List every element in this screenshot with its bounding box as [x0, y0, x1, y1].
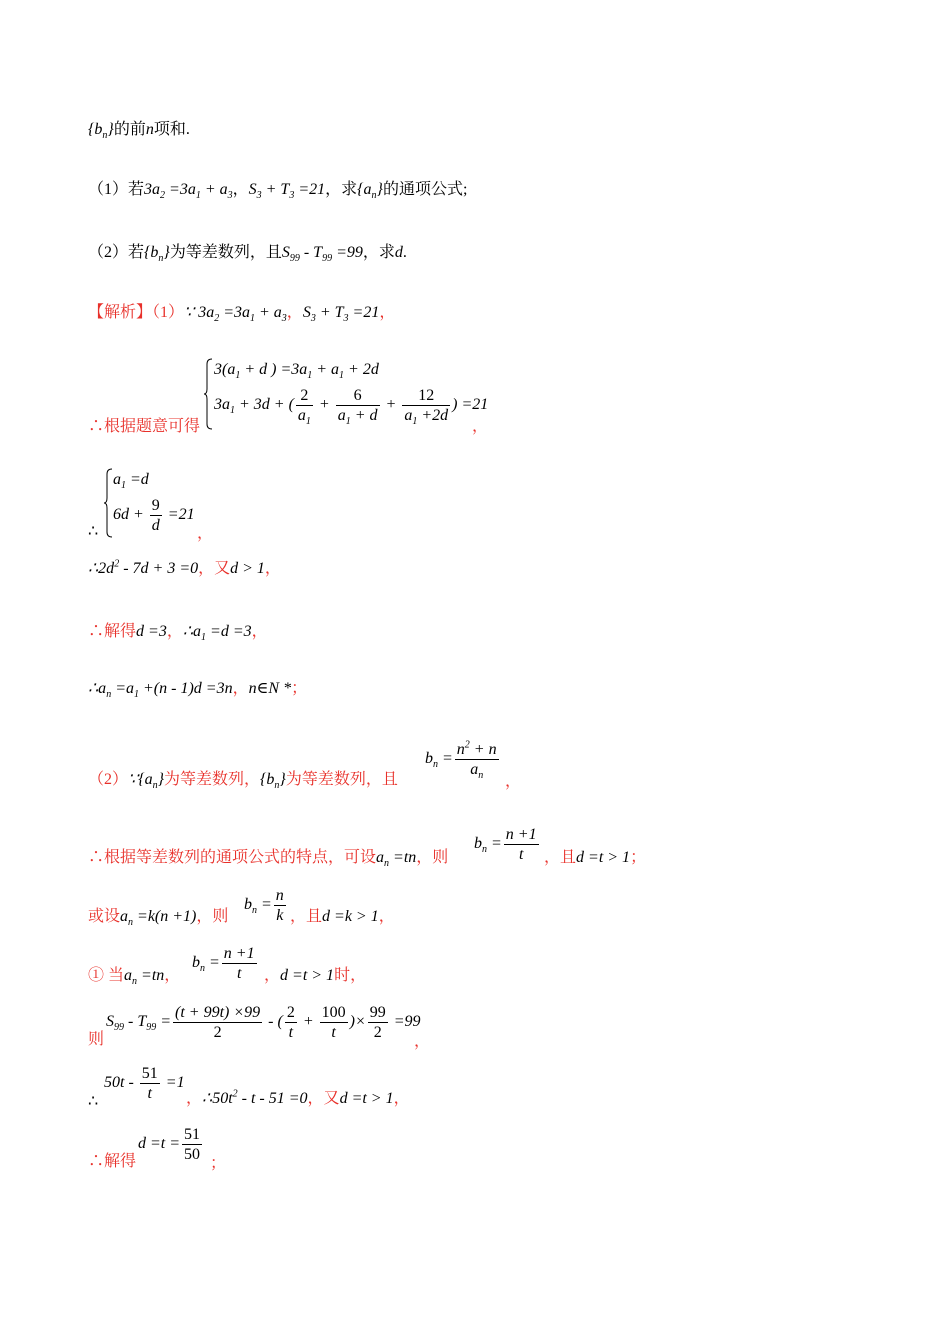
formula-sum: $S_{99} - T_{99}$ = $\frac{(t + 99t) \times 99}{2}$ - ( $\frac{2}{t}$ + $\frac{100}{t}$ )× $\frac{99}{2}$ =99: [106, 1004, 421, 1041]
fraction: $\frac{n +1}{t}$: [505, 826, 537, 863]
text: .: [402, 244, 407, 261]
system-row-2: 6d + $\frac{9}{d}$ =21: [113, 497, 195, 534]
left-brace-icon: [103, 468, 113, 538]
text: ，: [505, 773, 522, 790]
line-10: $(2)\because\{a_n\}$为等差数列，$\{b_n\}$为等差数列，且: [88, 771, 398, 792]
formula-d: d =t = $\frac{51}{50}$: [138, 1126, 201, 1163]
fraction: $\frac{2}{a_1}$: [297, 387, 311, 428]
text: ，: [232, 181, 249, 198]
math: $\{b_n\}$: [88, 121, 114, 142]
text: 为等差数列，且: [169, 244, 282, 261]
line-13: ① 当$a_n =tn$，: [88, 967, 181, 988]
text: 的前: [113, 121, 146, 138]
line-3: [88, 243, 407, 263]
line-11-tail: ，且d =t > 1；: [544, 849, 647, 866]
fraction: $\frac{100}{t}$: [321, 1004, 346, 1041]
line-2: [88, 180, 467, 200]
system-row-1: $3(a_1 + d$ ) $=3a_1 + a_1 + 2d$: [214, 361, 379, 382]
fraction: $\frac{n}{k}$: [275, 887, 284, 924]
math: $S_3 + T_3 =21$: [302, 304, 380, 325]
math: ∵ $3a_2 =3a_1 + a_3$: [184, 304, 287, 325]
line-12-tail: ，且d =k > 1，: [290, 908, 395, 925]
line-15-tail: ，$\therefore 50t^2 - t - 51 =0$，又d =t > 1，: [186, 1088, 410, 1107]
line-5-label: ∴根据题意可得: [88, 418, 201, 435]
fraction: $\frac{12}{a_1 +2d}$: [404, 387, 449, 428]
line-12: 或设$a_n =k(n +1)$，则: [88, 908, 229, 929]
line-16-label: ∴解得: [88, 1153, 137, 1170]
text: ；: [210, 1155, 227, 1172]
fraction: $\frac{2}{t}$: [286, 1004, 295, 1041]
line-13-tail: ，d =t > 1时，: [264, 967, 367, 984]
text: ，求: [325, 181, 358, 198]
line-11: ∴根据等差数列的通项公式的特点，可设$a_n =tn$，则: [88, 849, 449, 870]
left-brace-icon: [203, 358, 213, 430]
fraction: $\frac{n +1}{t}$: [223, 945, 255, 982]
line-1: [88, 120, 190, 140]
formula-bn: $b_n$ = $\frac{n^2 + n}{a_n}$: [425, 739, 497, 782]
fraction: $\frac{9}{d}$: [151, 497, 160, 534]
analysis-label: 【解析】（1）: [88, 304, 185, 321]
text: ，: [414, 1033, 431, 1050]
math: $\{a_n\}$: [357, 181, 383, 202]
system-row-1: $a_1 =d$: [113, 471, 149, 492]
text: ，: [197, 525, 214, 542]
math: d: [394, 244, 403, 261]
text: 的通项公式;: [382, 181, 468, 198]
fraction: $\frac{51}{50}$: [184, 1126, 201, 1163]
text: 项和.: [153, 121, 190, 138]
text: ，: [472, 418, 489, 435]
line-7: $\therefore 2d^2 - 7d + 3 =0$，又d > 1，: [88, 558, 281, 577]
math: $\{b_n\}$: [144, 244, 170, 265]
line-14-label: 则: [88, 1031, 105, 1048]
line-15-label: ∴: [88, 1093, 99, 1110]
math: n: [145, 121, 154, 138]
text: （2）若: [88, 244, 145, 261]
fraction: $\frac{51}{t}$: [141, 1065, 158, 1102]
formula-bn: $b_n$ = $\frac{n}{k}$: [244, 887, 284, 924]
system-row-2: $3a_1 + 3d$ + ( $\frac{2}{a_1}$ + $\frac{6}{a_1 + d}$ + $\frac{12}{a_1 +2d}$ ) =21: [214, 387, 489, 428]
line-9: $\therefore a_n =a_1 +(n - 1)d =3n$，n∈N *；: [88, 680, 308, 701]
line-8: ∴解得d =3，$\therefore a_1 =d =3$，: [88, 623, 268, 644]
formula-50t: 50t - $\frac{51}{t}$ =1: [104, 1065, 185, 1102]
fraction: $\frac{n^2 + n}{a_n}$: [456, 739, 497, 782]
math: $S_3 + T_3 =21$: [248, 181, 326, 202]
line-6-label: ∴: [88, 523, 99, 540]
formula-bn: $b_n$ = $\frac{n +1}{t}$: [192, 945, 255, 982]
fraction: $\frac{99}{2}$: [369, 1004, 386, 1041]
line-4-analysis: 【解析】（1）∵ $3a_2 =3a_1 + a_3$，$S_3 + T_3 =21$，: [88, 304, 396, 325]
fraction: $\frac{6}{a_1 + d}$: [337, 387, 378, 428]
formula-bn: $b_n$ = $\frac{n +1}{t}$: [474, 826, 537, 863]
text: ，求: [362, 244, 395, 261]
math: $S_{99} - T_{99} =99$: [281, 244, 363, 265]
math: $3a_2 =3a_1 + a_3$: [144, 181, 233, 202]
text: （1）若: [88, 181, 145, 198]
fraction: $\frac{(t + 99t) \times 99}{2}$: [175, 1004, 261, 1041]
